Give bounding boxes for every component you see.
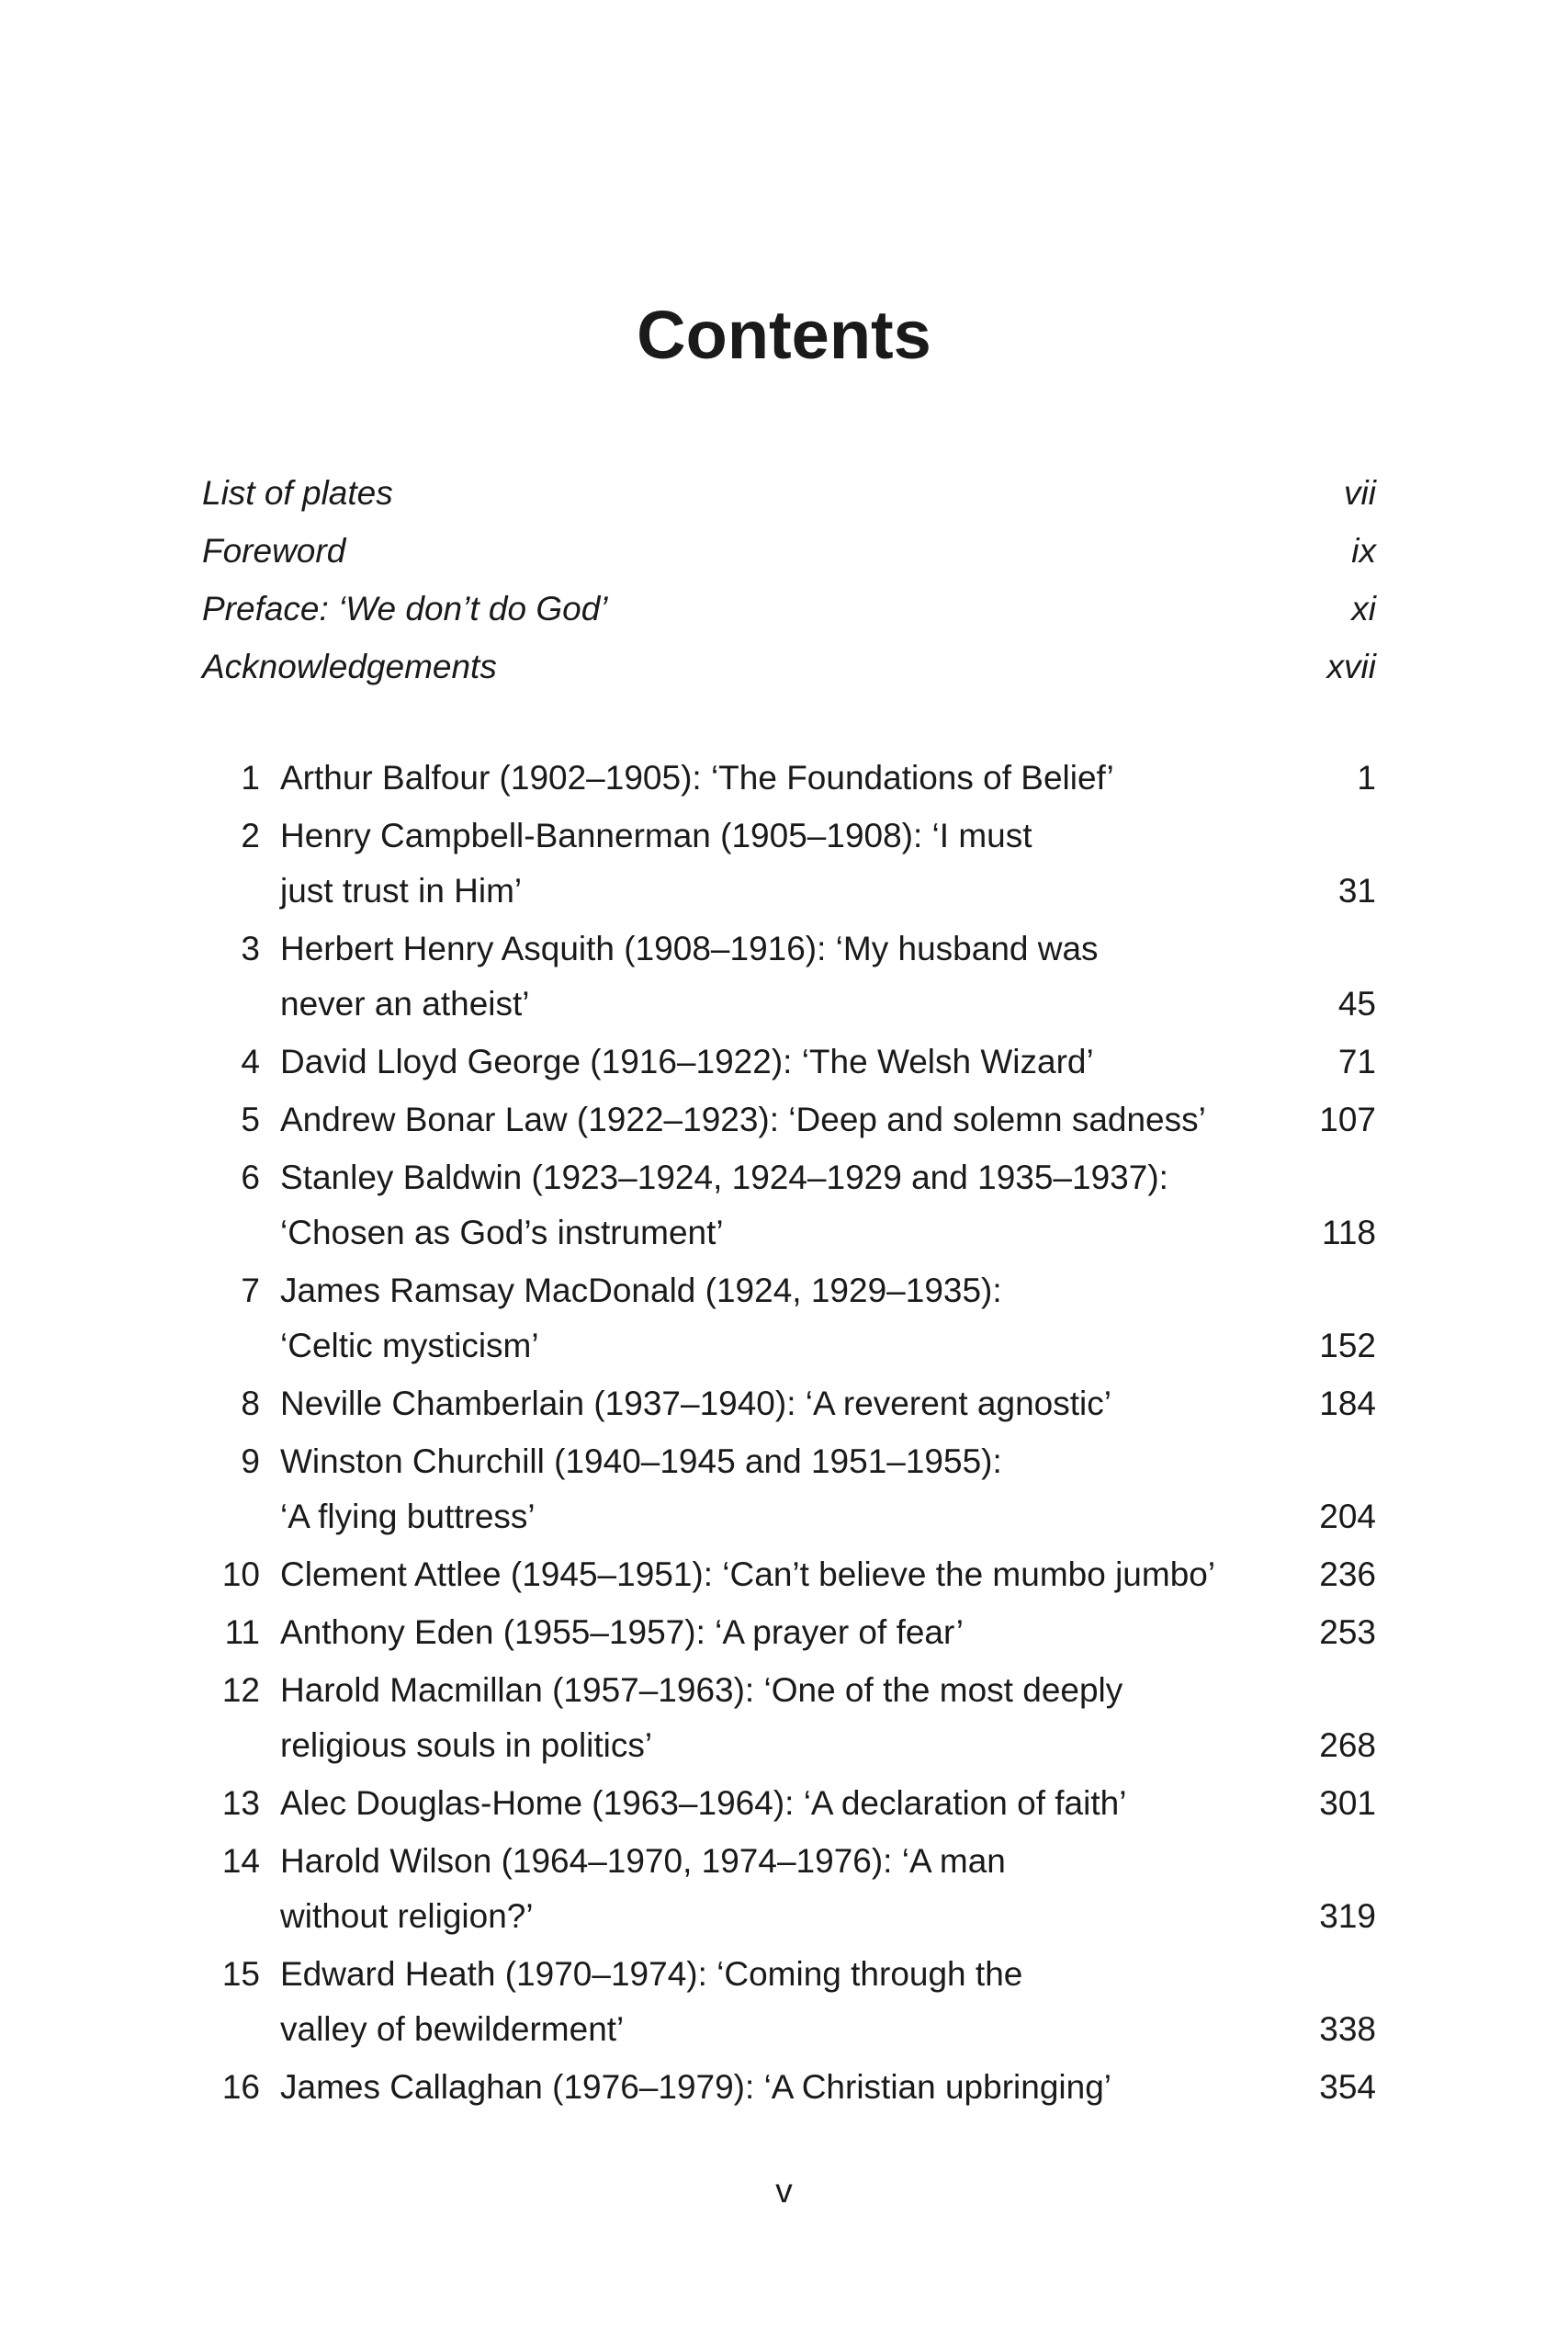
chapter-title-line: ‘Chosen as God’s instrument’ [280,1214,724,1251]
chapter-title-line: David Lloyd George (1916–1922): ‘The Welsh Wizard’ [280,1043,1094,1080]
chapter-title [260,1263,1257,1374]
chapter-title-line: valley of bewilderment’ [280,2010,625,2048]
chapter-title [260,1947,1257,2057]
chapter-title-line: without religion?’ [280,1897,534,1935]
chapter-number: 1 [241,759,260,797]
chapter-title-line: Henry Campbell-Bannerman (1905–1908): ‘I must [280,817,1032,854]
chapter-page: 45 [1337,985,1376,1023]
chapter-entry [202,1547,1376,1602]
front-matter-item [202,580,1376,638]
chapter-title-line: Arthur Balfour (1902–1905): ‘The Foundations of Belief’ [280,759,1114,797]
chapter-title-line: Alec Douglas-Home (1963–1964): ‘A declaration of faith’ [280,1784,1127,1822]
chapter-entry [202,1663,1376,1773]
chapter-title [260,1547,1257,1602]
chapter-title [260,2060,1257,2115]
chapter-number: 6 [241,1159,260,1196]
front-matter-page: vii [1344,474,1376,512]
chapter-title [260,1092,1257,1148]
chapter-page: 31 [1337,872,1376,910]
chapter-title [260,922,1257,1032]
front-matter-label: Preface: ‘We don’t do God’ [202,590,608,628]
chapter-title-line: never an atheist’ [280,985,530,1023]
chapter-entry [202,1605,1376,1660]
chapter-entry [202,808,1376,919]
chapter-page: 107 [1319,1101,1376,1138]
chapter-title [260,1605,1257,1660]
chapter-number: 3 [241,930,260,967]
front-matter-label: Foreword [202,532,346,570]
chapter-entry [202,2060,1376,2115]
chapter-title-line: just trust in Him’ [280,872,523,910]
front-matter-label: Acknowledgements [202,648,497,685]
chapter-entry [202,1150,1376,1261]
chapter-number: 12 [221,1671,260,1709]
chapter-entry [202,922,1376,1032]
chapter-entry [202,1947,1376,2057]
chapter-number: 15 [221,1955,260,1993]
chapter-entry [202,1035,1376,1090]
chapter-title-line: James Callaghan (1976–1979): ‘A Christian upbringing’ [280,2068,1112,2106]
chapter-title-line: Edward Heath (1970–1974): ‘Coming through the [280,1955,1023,1993]
chapter-title [260,1376,1257,1431]
chapter-title-line: religious souls in politics’ [280,1726,653,1764]
chapter-title [260,1150,1257,1261]
chapter-number: 16 [221,2068,260,2106]
chapter-title-line: James Ramsay MacDonald (1924, 1929–1935): [280,1272,1002,1309]
chapter-number: 8 [241,1385,260,1422]
chapter-number: 7 [241,1272,260,1309]
chapter-number: 9 [241,1442,260,1480]
front-matter-item [202,522,1376,580]
front-matter-page: xvii [1326,648,1376,685]
chapter-page: 253 [1319,1613,1376,1651]
chapter-page: 71 [1337,1043,1376,1080]
chapter-page: 204 [1319,1498,1376,1535]
page-title: Contents [637,297,931,373]
chapter-entry [202,1263,1376,1374]
chapter-page: 301 [1319,1784,1376,1822]
chapter-title [260,1035,1257,1090]
chapter-number: 2 [241,817,260,854]
chapter-page: 268 [1319,1726,1376,1764]
chapter-list [202,751,1376,2118]
chapter-title-line: Harold Macmillan (1957–1963): ‘One of the most deeply [280,1671,1123,1709]
chapter-number: 11 [224,1613,260,1651]
front-matter-item [202,464,1376,522]
chapter-title-line: Clement Attlee (1945–1951): ‘Can’t believe the mumbo jumbo’ [280,1555,1216,1593]
chapter-title [260,1776,1257,1831]
chapter-title-line: ‘A flying buttress’ [280,1498,536,1535]
chapter-page: 354 [1319,2068,1376,2106]
chapter-title-line: ‘Celtic mysticism’ [280,1327,539,1364]
chapter-title-line: Anthony Eden (1955–1957): ‘A prayer of fear’ [280,1613,964,1651]
chapter-page: 118 [1322,1214,1376,1251]
chapter-number: 4 [241,1043,260,1080]
chapter-page: 152 [1319,1327,1376,1364]
chapter-entry [202,1434,1376,1544]
chapter-title-line: Winston Churchill (1940–1945 and 1951–1955): [280,1442,1002,1480]
chapter-page: 236 [1319,1555,1376,1593]
chapter-page: 319 [1319,1897,1376,1935]
chapter-title-line: Harold Wilson (1964–1970, 1974–1976): ‘A man [280,1842,1006,1880]
chapter-title-line: Stanley Baldwin (1923–1924, 1924–1929 and 1935–1937): [280,1159,1168,1196]
chapter-title-line: Neville Chamberlain (1937–1940): ‘A reverent agnostic’ [280,1385,1111,1422]
chapter-number: 10 [221,1555,260,1593]
chapter-entry [202,751,1376,806]
chapter-title [260,1663,1257,1773]
chapter-title-line: Andrew Bonar Law (1922–1923): ‘Deep and solemn sadness’ [280,1101,1206,1138]
chapter-page: 1 [1357,759,1376,797]
chapter-title [260,1834,1257,1944]
chapter-entry [202,1376,1376,1431]
front-matter-list [202,464,1376,695]
chapter-entry [202,1776,1376,1831]
chapter-entry [202,1834,1376,1944]
chapter-number: 5 [241,1101,260,1138]
chapter-title [260,751,1257,806]
chapter-title [260,808,1257,919]
front-matter-item [202,638,1376,695]
front-matter-page: xi [1351,590,1376,628]
front-matter-page: ix [1351,532,1376,570]
chapter-title-line: Herbert Henry Asquith (1908–1916): ‘My husband was [280,930,1099,967]
chapter-number: 14 [221,1842,260,1880]
chapter-page: 338 [1319,2010,1376,2048]
front-matter-label: List of plates [202,474,393,512]
chapter-page: 184 [1319,1385,1376,1422]
chapter-number: 13 [221,1784,260,1822]
chapter-title [260,1434,1257,1544]
chapter-entry [202,1092,1376,1148]
page-number: v [775,2172,793,2210]
